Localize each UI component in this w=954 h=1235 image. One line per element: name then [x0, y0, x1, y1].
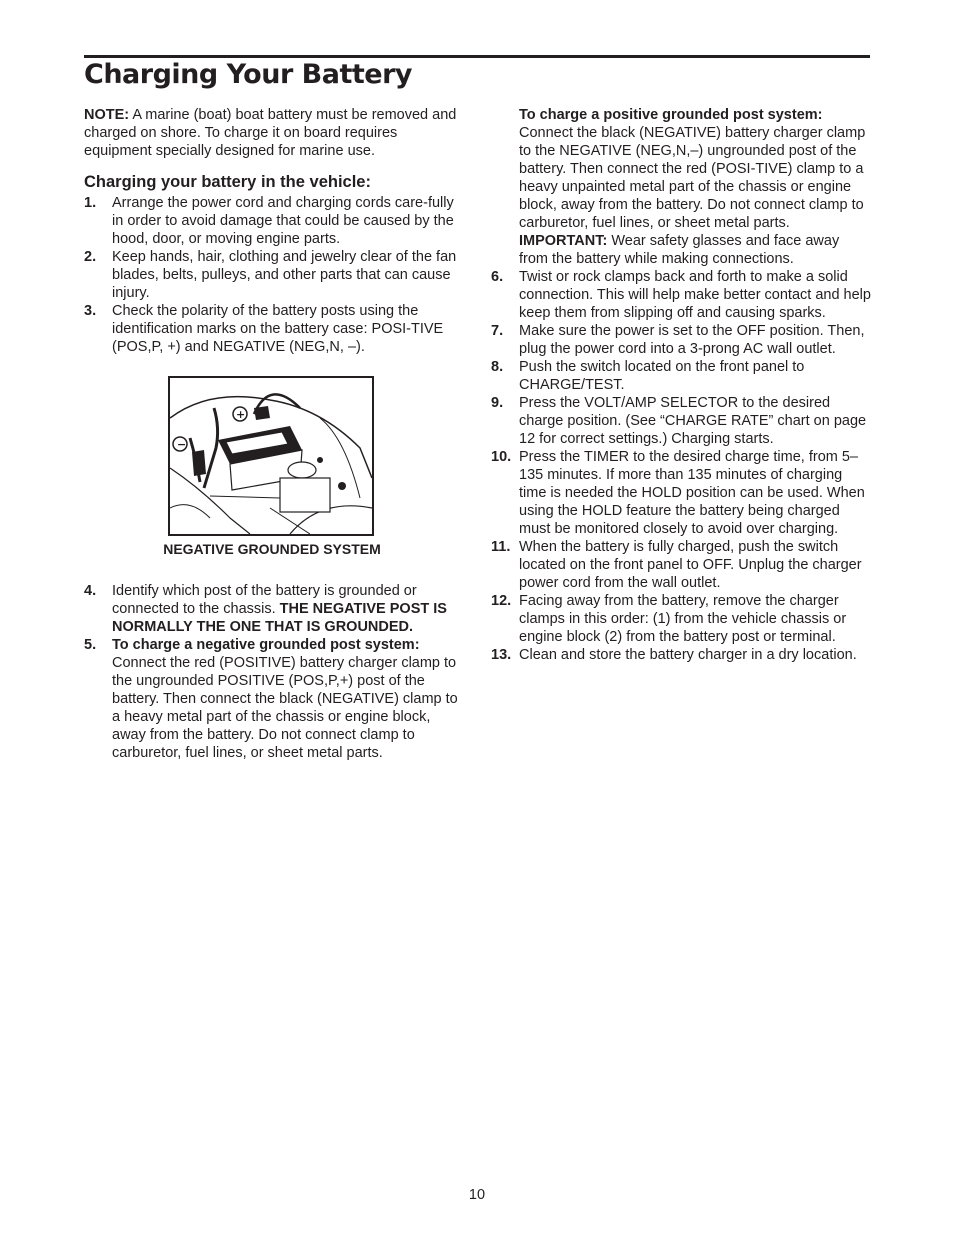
list-item	[84, 248, 466, 302]
item-number: 9.	[491, 395, 504, 411]
right-column	[491, 106, 871, 664]
item-text: Keep hands, hair, clothing and jewelry clear of the fan blades, belts, pulleys, and other parts that can cause injury.	[112, 249, 457, 301]
item-text: Check the polarity of the battery posts using the identification marks on the battery case: POSI-TIVE (POS,P, +) and NEGATIVE (NEG,N, –).	[112, 303, 444, 355]
battery-figure	[84, 376, 466, 558]
page-number: 10	[468, 1187, 486, 1203]
item4-text: Identify which post of the battery is grounded or connected to the chassis.	[112, 583, 417, 617]
list-item	[491, 394, 871, 448]
note-label: NOTE:	[84, 107, 130, 123]
item-number: 2.	[84, 249, 97, 265]
item-number: 10.	[491, 449, 512, 465]
item-text	[112, 636, 466, 762]
item-number: 3.	[84, 303, 97, 319]
battery-illustration-frame	[168, 376, 374, 536]
list-item	[84, 636, 466, 762]
note-text: A marine (boat) boat battery must be removed and charged on shore. To charge it on board requires equipment specially designed for marine use.	[84, 107, 457, 159]
important-label: IMPORTANT:	[519, 233, 608, 249]
item-number: 4.	[84, 583, 97, 599]
list-item	[491, 448, 871, 538]
item-text	[112, 582, 466, 636]
list-item	[491, 592, 871, 646]
item-text: Twist or rock clamps back and forth to make a solid connection. This will help make better contact and help keep them from slipping off and causing sparks.	[519, 269, 871, 321]
list-item	[84, 302, 466, 356]
positive-ground-text: Connect the black (NEGATIVE) battery charger clamp to the NEGATIVE (NEG,N,–) ungrounded post of the battery. Then connect the red (POSI-TIVE) clamp to a heavy unpainted metal part of the chassis or engine block, away from the battery. Do not connect clamp to carburetor, fuel lines, or sheet metal parts.	[519, 125, 866, 231]
vehicle-charging-subhead: Charging your battery in the vehicle:	[84, 173, 371, 191]
list-item	[491, 322, 871, 358]
item-text: When the battery is fully charged, push the switch located on the front panel to OFF. Unplug the charger power cord from the wall outlet.	[519, 539, 862, 591]
negative-ground-heading: To charge a negative grounded post system:	[112, 637, 420, 653]
item-number: 7.	[491, 323, 504, 339]
item-number: 13.	[491, 647, 512, 663]
svg-text:−: −	[177, 438, 187, 451]
left-column	[84, 106, 466, 762]
list-item	[491, 268, 871, 322]
figure-caption: NEGATIVE GROUNDED SYSTEM	[163, 541, 381, 557]
item-text: Press the TIMER to the desired charge time, from 5–135 minutes. If more than 135 minutes of charging time is needed the HOLD position can be used. When using the HOLD feature the battery being charged must be monitored closely to avoid over charging.	[519, 449, 865, 537]
marine-note	[84, 106, 466, 160]
item-number: 5.	[84, 637, 97, 653]
page-title: Charging Your Battery	[84, 59, 413, 90]
engine-battery-illustration	[170, 378, 372, 534]
title-rule	[84, 55, 870, 58]
item-number: 1.	[84, 195, 97, 211]
item-text: Clean and store the battery charger in a dry location.	[519, 647, 857, 663]
positive-ground-block	[491, 106, 871, 268]
negative-ground-text: Connect the red (POSITIVE) battery charger clamp to the ungrounded POSITIVE (POS,P,+) post of the battery. Then connect the black (NEGATIVE) clamp to a heavy metal part of the chassis or engine block, away from the battery. Do not connect clamp to carburetor, fuel lines, or sheet metal parts.	[112, 655, 458, 761]
list-item	[491, 538, 871, 592]
list-item	[84, 194, 466, 248]
list-item	[84, 582, 466, 636]
item-text: Make sure the power is set to the OFF position. Then, plug the power cord into a 3-prong AC wall outlet.	[519, 323, 865, 357]
item-number: 11.	[491, 539, 511, 555]
svg-text:+: +	[236, 408, 246, 421]
item-text: Push the switch located on the front panel to CHARGE/TEST.	[519, 359, 805, 393]
item-text: Press the VOLT/AMP SELECTOR to the desired charge position. (See “CHARGE RATE” chart on page 12 for correct settings.) Charging starts.	[519, 395, 867, 447]
list-item	[491, 646, 871, 664]
item-number: 6.	[491, 269, 504, 285]
item4-bold: THE NEGATIVE POST IS NORMALLY THE ONE THAT IS GROUNDED.	[112, 601, 447, 635]
list-item	[491, 358, 871, 394]
item-text: Facing away from the battery, remove the charger clamps in this order: (1) from the vehicle chassis or engine block (2) from the battery post or terminal.	[519, 593, 847, 645]
item-text: Arrange the power cord and charging cords care-fully in order to avoid damage that could be caused by the hood, door, or moving engine parts.	[112, 195, 454, 247]
positive-ground-heading: To charge a positive grounded post system:	[519, 107, 823, 123]
item-number: 8.	[491, 359, 504, 375]
item-number: 12.	[491, 593, 512, 609]
important-text: Wear safety glasses and face away from the battery while making connections.	[519, 233, 840, 267]
